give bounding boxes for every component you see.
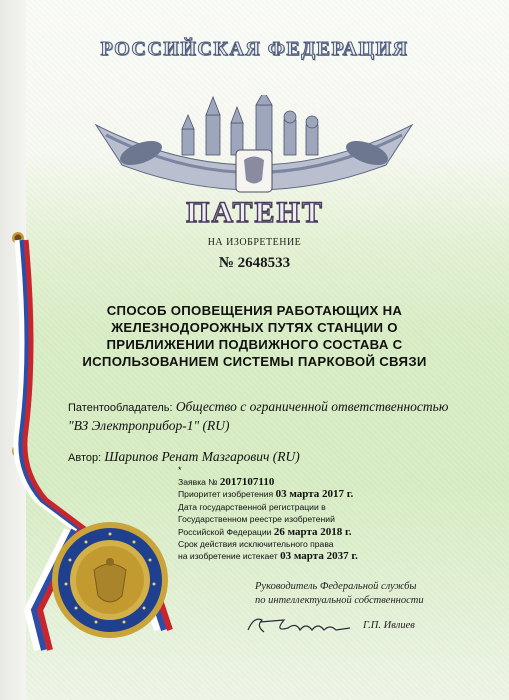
application-label: Заявка №	[178, 477, 218, 487]
reg-line1: Дата государственной регистрации в	[178, 501, 326, 512]
country-header: РОССИЙСКАЯ ФЕДЕРАЦИЯ	[100, 38, 409, 60]
validity-label: на изобретение истекает	[178, 551, 278, 562]
title-line: ПРИБЛИЖЕНИИ ПОДВИЖНОГО СОСТАВА С	[106, 337, 403, 352]
validity-line1: Срок действия исключительного права	[178, 539, 334, 550]
role-line2: по интеллектуальной собственности	[255, 595, 424, 606]
role-line1: Руководитель Федеральной службы	[255, 581, 417, 592]
registration-details	[178, 465, 418, 563]
owner-name-line2: "ВЗ Электроприбор-1" (RU)	[68, 418, 230, 433]
title-line: ЖЕЛЕЗНОДОРОЖНЫХ ПУТЯХ СТАНЦИИ О	[111, 320, 398, 335]
kremlin-emblem-illustration	[86, 95, 422, 195]
signer-name: Г.П. Ивлиев	[363, 620, 415, 631]
application-number: 2017107110	[219, 476, 275, 488]
validity-date: 03 марта 2037 г.	[280, 550, 358, 563]
signatory-role	[255, 580, 440, 608]
author-label: Автор:	[68, 452, 102, 464]
official-seal	[50, 520, 170, 640]
star-mark: *	[178, 465, 182, 475]
owner-label: Патентообладатель:	[68, 402, 173, 414]
reg-line2: Государственном реестре изобретений	[178, 514, 335, 525]
patent-subtitle: НА ИЗОБРЕТЕНИЕ	[207, 237, 302, 248]
reg-line3-label: Российской Федерации	[178, 526, 272, 537]
author-name: Шарипов Ренат Мазгарович (RU)	[104, 449, 300, 464]
owner-name-line1: Общество с ограниченной ответственностью	[175, 399, 449, 414]
registration-date: 26 марта 2018 г.	[273, 525, 352, 538]
title-line: СПОСОБ ОПОВЕЩЕНИЯ РАБОТАЮЩИХ НА	[106, 303, 403, 318]
patent-number: № 2648533	[218, 255, 291, 271]
priority-date: 03 марта 2017 г.	[275, 488, 354, 501]
handwritten-signature	[244, 612, 354, 638]
patent-heading: ПАТЕНТ	[170, 196, 340, 230]
title-line: ИСПОЛЬЗОВАНИЕМ СИСТЕМЫ ПАРКОВОЙ СВЯЗИ	[82, 354, 427, 369]
priority-label: Приоритет изобретения	[178, 489, 274, 500]
